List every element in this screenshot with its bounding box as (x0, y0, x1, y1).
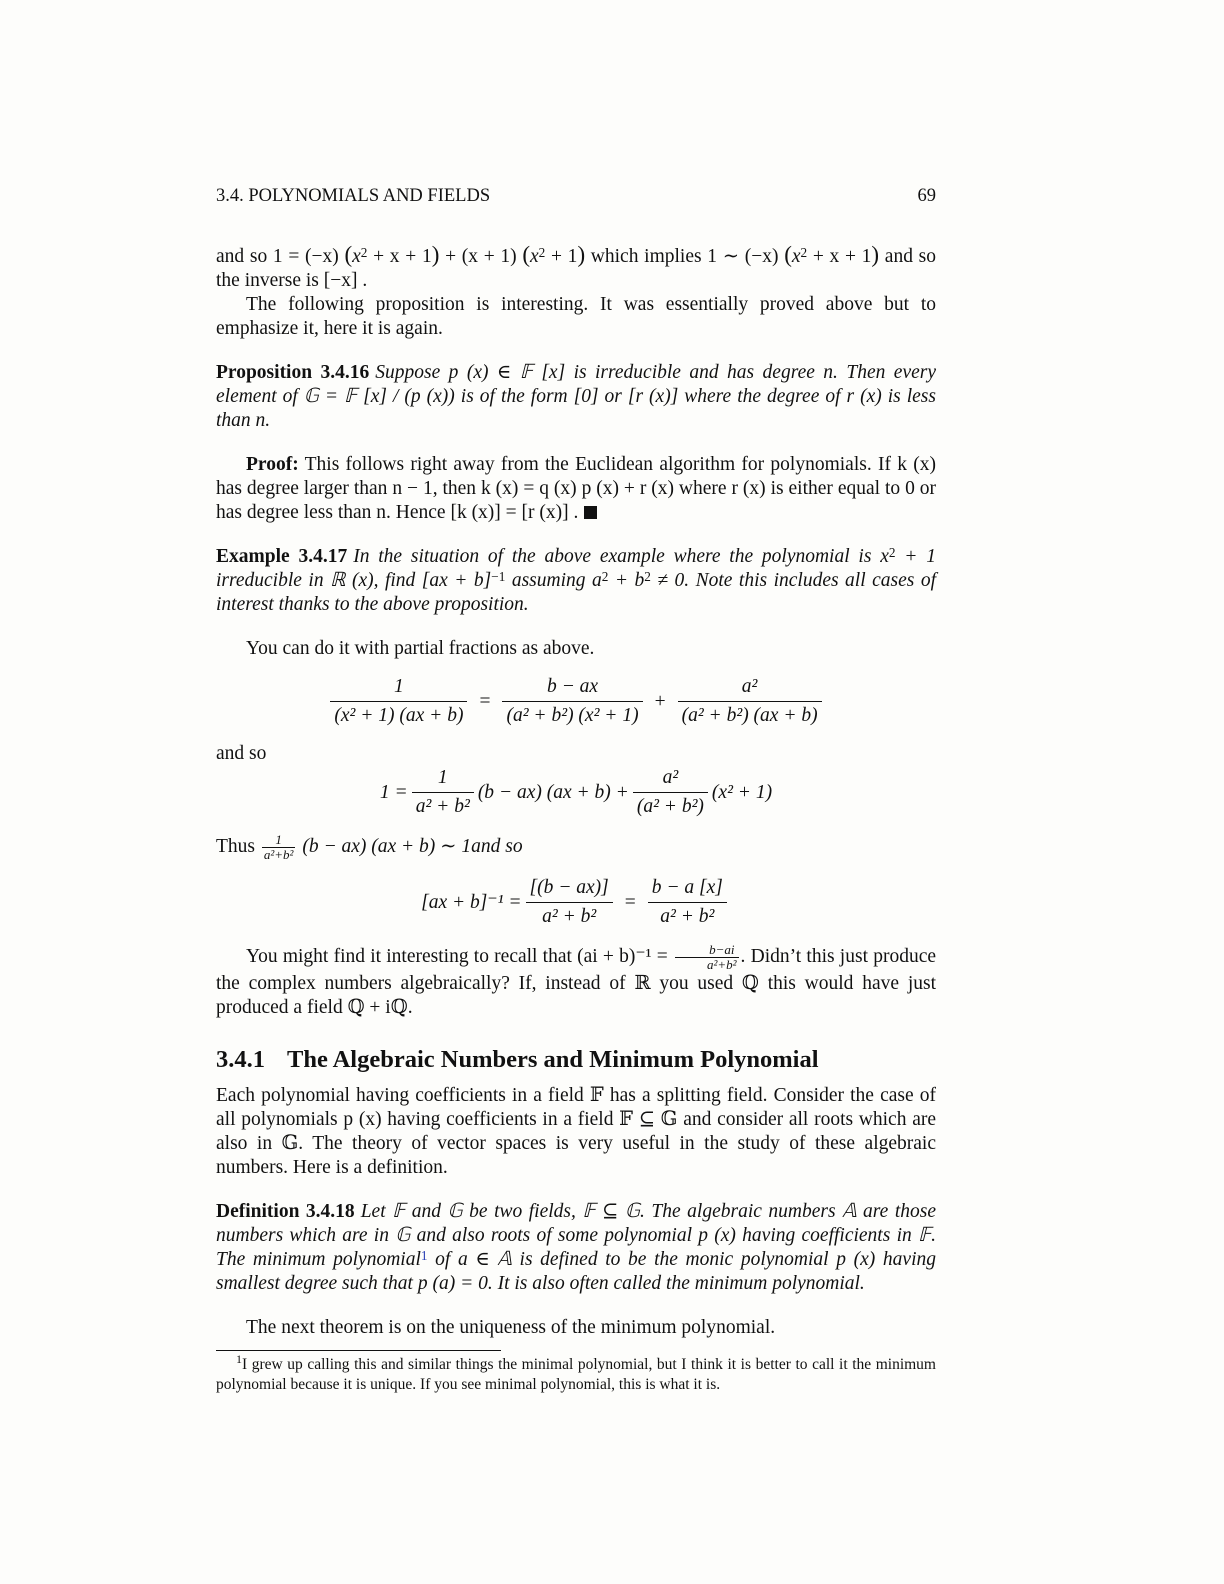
page (216, 184, 936, 1395)
example-3-4-17: Example 3.4.17 In the situation of the above example where the polynomial is $x^2 + 1$ irreducible in ℝ (x), find [ax + b]$^{-1}$ assuming $a^2 + b^2 \ne 0$. Note this includes all cases of interest thanks to the above proposition. (216, 545, 937, 615)
equation-identity (216, 766, 936, 819)
footnote (216, 1352, 936, 1395)
fraction: $\frac{[(b - ax)]}{\text{a² + b²}}$ (526, 876, 613, 929)
example-heading: Example 3.4.17 (216, 546, 348, 567)
p1-text-6: which implies 1 ∼ (−x) (585, 246, 785, 267)
complex-text-2: . Didn’t this just produce the complex numbers algebraically? If, instead of ℝ you used ℚ this would have just produced a field ℚ + iℚ. (216, 945, 937, 1018)
page-number: 69 (917, 186, 936, 206)
p1-var: x (352, 246, 361, 267)
p1-text-1: and so 1 = (−x) (216, 246, 345, 267)
equation-partial-fractions (216, 675, 936, 728)
running-header (216, 184, 936, 208)
proposition-3-4-16 (216, 361, 936, 433)
proposition-heading: Proposition 3.4.16 (216, 362, 370, 383)
paragraph-complex-numbers (216, 943, 936, 1020)
fraction: $\frac{b - ax}{\text{(a² + b²) (x² + 1)}}$ (502, 675, 642, 728)
example-text-2: + 1 irreducible in ℝ (x), find [ax + b] (216, 546, 937, 591)
definition-text-1: Let 𝔽 and 𝔾 be two fields, 𝔽 ⊆ 𝔾. The algebraic numbers 𝔸 are those numbers which are in 𝔾 and also roots of some polynomial p (x) having coefficients in 𝔽. The minimum polynomial (216, 1201, 936, 1270)
fraction: $\frac{b - a [x]}{\text{a² + b²}}$ (648, 876, 727, 929)
example-exponent: −1 (491, 569, 506, 585)
example-text-1: In the situation of the above example where the polynomial is x (353, 546, 889, 567)
complex-text-1: You might find it interesting to recall that (ai + b)⁻¹ = (246, 945, 668, 967)
paren-open: ( (344, 241, 353, 267)
fraction: $\frac{\text{a²}}{\text{(a² + b²) (ax + b)}}$ (678, 675, 822, 728)
proof-paragraph (216, 453, 936, 525)
proof-heading: Proof: (246, 454, 299, 475)
paragraph-and-so: and so (216, 743, 267, 764)
paragraph-partial-fractions: You can do it with partial fractions as above. (246, 638, 595, 659)
fraction: $\frac{1}{\text{(x² + 1) (ax + b)}}$ (330, 675, 467, 728)
proposition-body: Suppose p (x) ∈ 𝔽 [x] is irreducible and has degree n. Then every element of 𝔾 = 𝔽 [x] / (p (x)) is of the form [0] or [r (x)] where the degree of r (x) is less than n. (216, 362, 936, 431)
section-number: 3.4.1 (216, 1046, 265, 1073)
equation-middle: (b − ax) (ax + b) + (477, 781, 629, 803)
paragraph-splitting-field: Each polynomial having coefficients in a field 𝔽 has a splitting field. Consider the case of all polynomials p (x) having coefficients in a field 𝔽 ⊆ 𝔾 and consider all roots which are also in 𝔾. The theory of vector spaces is very useful in the study of these algebraic numbers. Here is a definition. (216, 1085, 936, 1178)
paragraph-thus (216, 833, 936, 862)
paragraph-inverse: and so 1 = (−x) $(x^2 + x + 1) + (x + 1) (x^2 + 1)$ which implies 1 ∼ (−x) $(x^2 + x + 1)$ and so the inverse is [−x] . (216, 241, 936, 291)
fraction: $\frac{1}{\text{a² + b²}}$ (412, 766, 474, 819)
example-text-5: + b (608, 570, 645, 591)
paragraph-intro-prop: The following proposition is interesting. It was essentially proved above but to emphasize it, here it is again. (216, 294, 936, 339)
equation-lhs: 1 = (379, 781, 408, 803)
equation-tail: (x² + 1) (711, 781, 773, 803)
footnote-mark: 1 (236, 1352, 242, 1366)
footnote-text: I grew up calling this and similar things the minimal polynomial, but I think it is better to call it the minimum polynomial because it is unique. If you see minimal polynomial, this is what it is. (216, 1356, 936, 1393)
p1-text-5: + 1 (545, 246, 578, 267)
plus-sign: + (654, 690, 666, 712)
example-text-6: ≠ 0. Note this includes all cases of interest thanks to the above proposition. (216, 570, 936, 615)
running-header-title: 3.4. POLYNOMIALS AND FIELDS (216, 186, 491, 206)
definition-3-4-18 (216, 1200, 936, 1296)
example-text-4: assuming a (505, 570, 602, 591)
thus-text: (b − ax) (ax + b) ∼ 1and so (302, 835, 523, 857)
p1-text-7: and so the inverse is [−x] . (216, 246, 936, 291)
proof-body: This follows right away from the Euclidean algorithm for polynomials. If k (x) has degree larger than n − 1, then k (x) = q (x) p (x) + r (x) where r (x) is either equal to 0 or has degree less than n. Hence [k (x)] = [r (x)] . (216, 454, 936, 523)
definition-text-2: of a ∈ 𝔸 is defined to be the monic polynomial p (x) having smallest degree such that p (a) = 0. It is also often called the minimum polynomial. (216, 1249, 936, 1294)
p1-text-4: + (x + 1) (439, 246, 523, 267)
fraction: $\frac{\text{a²}}{\text{(a² + b²)}}$ (633, 766, 708, 819)
section-heading-3-4-1 (216, 1048, 936, 1072)
equation-inverse (216, 876, 936, 929)
footnote-rule (216, 1350, 501, 1351)
inline-fraction: $\frac{b-ai}{\text{a²+b²}}$ (675, 943, 739, 972)
definition-heading: Definition 3.4.18 (216, 1201, 355, 1222)
equals-sign: = (479, 690, 491, 712)
p1-text-3: + x + 1 (367, 246, 432, 267)
qed-square-icon (584, 506, 597, 519)
equals-sign: = (624, 891, 636, 913)
inline-fraction: $\frac{1}{\text{a²+b²}}$ (263, 832, 294, 862)
section-title: The Algebraic Numbers and Minimum Polynomial (287, 1046, 819, 1073)
footnote-link[interactable]: 1 (420, 1248, 428, 1264)
paragraph-next-theorem: The next theorem is on the uniqueness of the minimum polynomial. (246, 1317, 776, 1338)
equation-lhs: [ax + b]⁻¹ = (421, 891, 522, 913)
thus-word: Thus (216, 835, 255, 857)
